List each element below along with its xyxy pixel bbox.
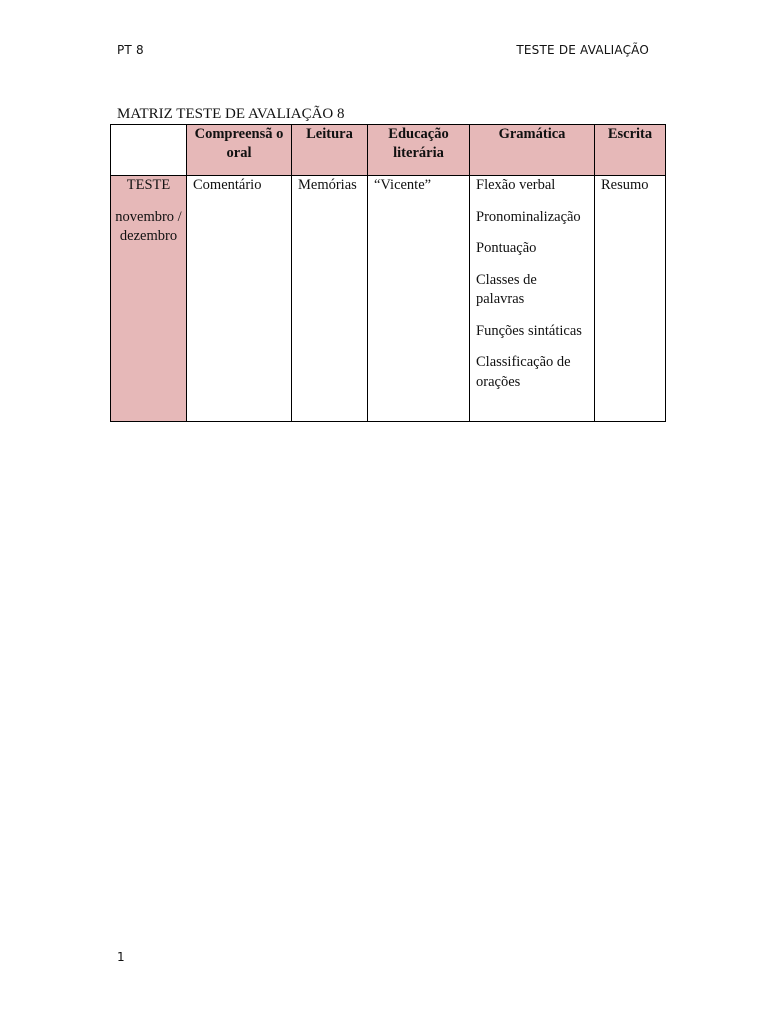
gramatica-item: Pontuação — [476, 240, 537, 256]
gramatica-item: Pronominalização — [476, 208, 581, 225]
cell-compreensao: Comentário — [187, 176, 292, 422]
cell-gramatica — [470, 176, 595, 422]
corner-cell — [111, 125, 187, 176]
col-header-leitura: Leitura — [292, 125, 368, 176]
col-header-educacao: Educação literária — [368, 125, 470, 176]
cell-escrita: Resumo — [595, 176, 666, 422]
row-label: TESTE — [126, 177, 171, 193]
table-row — [111, 176, 666, 422]
gramatica-item: Flexão verbal — [476, 177, 556, 193]
col-header-gramatica: Gramática — [470, 125, 595, 176]
col-header-compreensao: Compreensã o oral — [187, 125, 292, 176]
matrix-table — [110, 124, 666, 422]
matrix-title: MATRIZ TESTE DE AVALIAÇÃO 8 — [117, 106, 345, 122]
gramatica-item: Funções sintáticas — [476, 322, 582, 339]
gramatica-item: Classificação de orações — [476, 354, 571, 390]
row-period: novembro / dezembro — [115, 208, 182, 244]
page-number: 1 — [117, 950, 125, 964]
row-label-cell — [111, 176, 187, 422]
header-left: PT 8 — [117, 43, 144, 57]
gramatica-item: Classes de palavras — [476, 271, 537, 307]
header-row — [111, 125, 666, 176]
cell-educacao: “Vicente” — [368, 176, 470, 422]
header-right: TESTE DE AVALIAÇÃO — [516, 43, 649, 57]
col-header-escrita: Escrita — [595, 125, 666, 176]
cell-leitura: Memórias — [292, 176, 368, 422]
